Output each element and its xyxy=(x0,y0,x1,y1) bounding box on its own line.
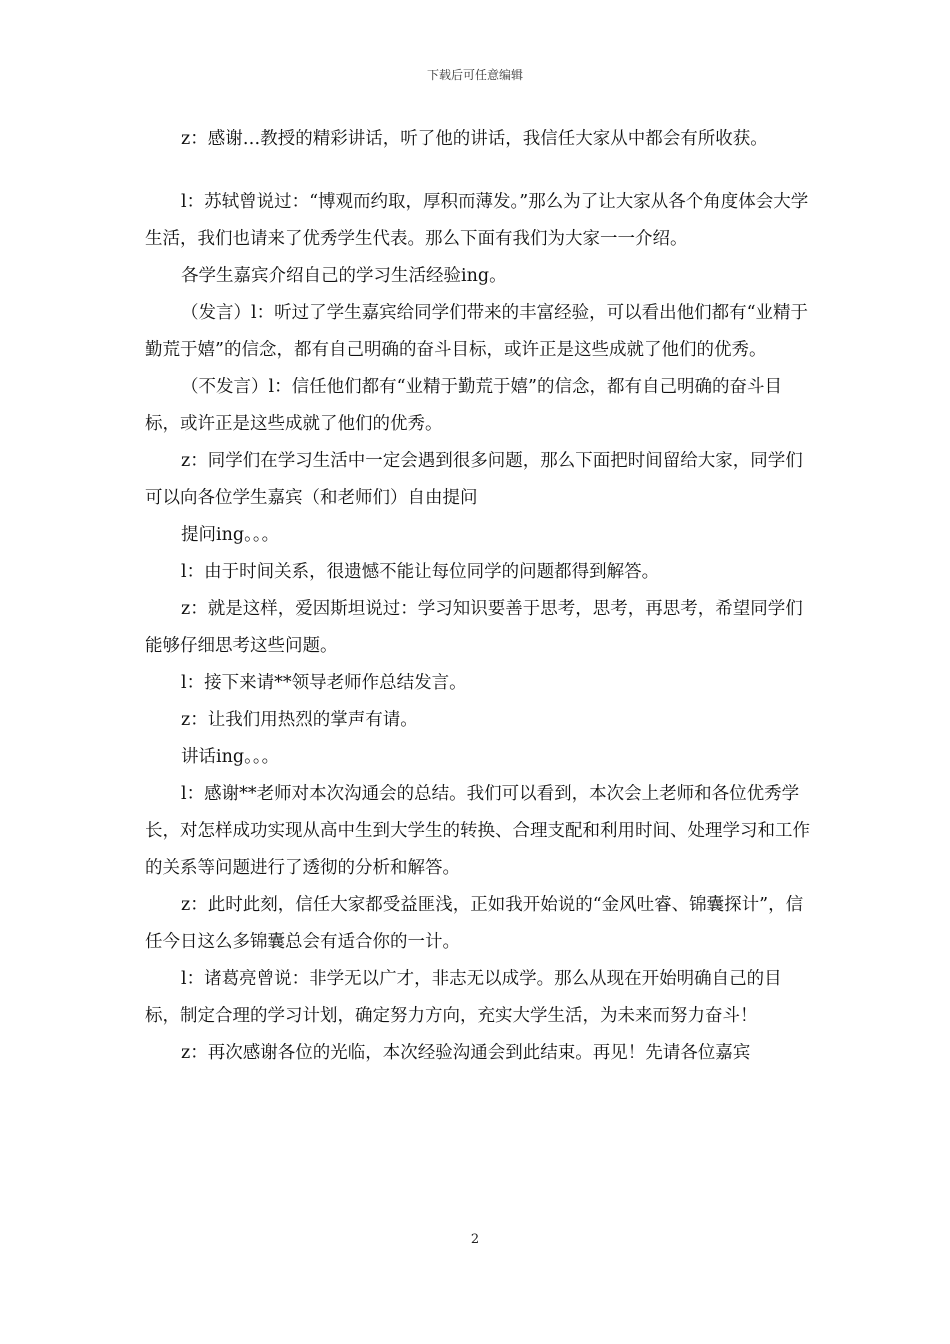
paragraph: 提问ing。。。 xyxy=(181,525,280,545)
paragraph: l：诸葛亮曾说：非学无以广才，非志无以成学。那么从现在开始明确自己的目标，制定合理的学习计划，确定努力方向，充实大学生活，为未来而努力奋斗！ xyxy=(145,969,782,1026)
paragraph: l：感谢**老师对本次沟通会的总结。我们可以看到，本次会上老师和各位优秀学长，对怎样成功实现从高中生到大学生的转换、合理支配和利用时间、处理学习和工作的关系等问题进行了透彻的分析和解答。 xyxy=(145,784,810,878)
paragraph: 各学生嘉宾介绍自己的学习生活经验ing。 xyxy=(181,266,507,286)
page-number: 2 xyxy=(470,1232,480,1247)
paragraph: （不发言）l：信任他们都有“业精于勤荒于嬉”的信念，都有自己明确的奋斗目标，或许正是这些成就了他们的优秀。 xyxy=(145,377,782,434)
page-header: 下载后可任意编辑 xyxy=(426,68,523,82)
paragraph: l：接下来请**领导老师作总结发言。 xyxy=(181,673,467,693)
paragraph: z：让我们用热烈的掌声有请。 xyxy=(181,710,418,730)
paragraph: 讲话ing。。。 xyxy=(181,747,280,767)
paragraph: z：就是这样，爱因斯坦说过：学习知识要善于思考，思考，再思考，希望同学们能够仔细思考这些问题。 xyxy=(145,599,803,656)
paragraph: z：此时此刻，信任大家都受益匪浅，正如我开始说的“金风吐睿、锦囊探计”，信任今日这么多锦囊总会有适合你的一计。 xyxy=(145,895,804,952)
paragraph: z：再次感谢各位的光临，本次经验沟通会到此结束。再见！先请各位嘉宾 xyxy=(181,1043,751,1063)
paragraph: l：苏轼曾说过：“博观而约取，厚积而薄发。”那么为了让大家从各个角度体会大学生活，我们也请来了优秀学生代表。那么下面有我们为大家一一介绍。 xyxy=(145,192,809,249)
document-body xyxy=(145,121,810,1072)
paragraph: l：由于时间关系，很遗憾不能让每位同学的问题都得到解答。 xyxy=(181,562,660,582)
paragraph: （发言）l：听过了学生嘉宾给同学们带来的丰富经验，可以看出他们都有“业精于勤荒于嬉”的信念，都有自己明确的奋斗目标，或许正是这些成就了他们的优秀。 xyxy=(145,303,809,360)
paragraph: z：感谢…教授的精彩讲话，听了他的讲话，我信任大家从中都会有所收获。 xyxy=(181,129,768,149)
paragraph: z：同学们在学习生活中一定会遇到很多问题，那么下面把时间留给大家，同学们可以向各位学生嘉宾（和老师们）自由提问 xyxy=(145,451,803,508)
